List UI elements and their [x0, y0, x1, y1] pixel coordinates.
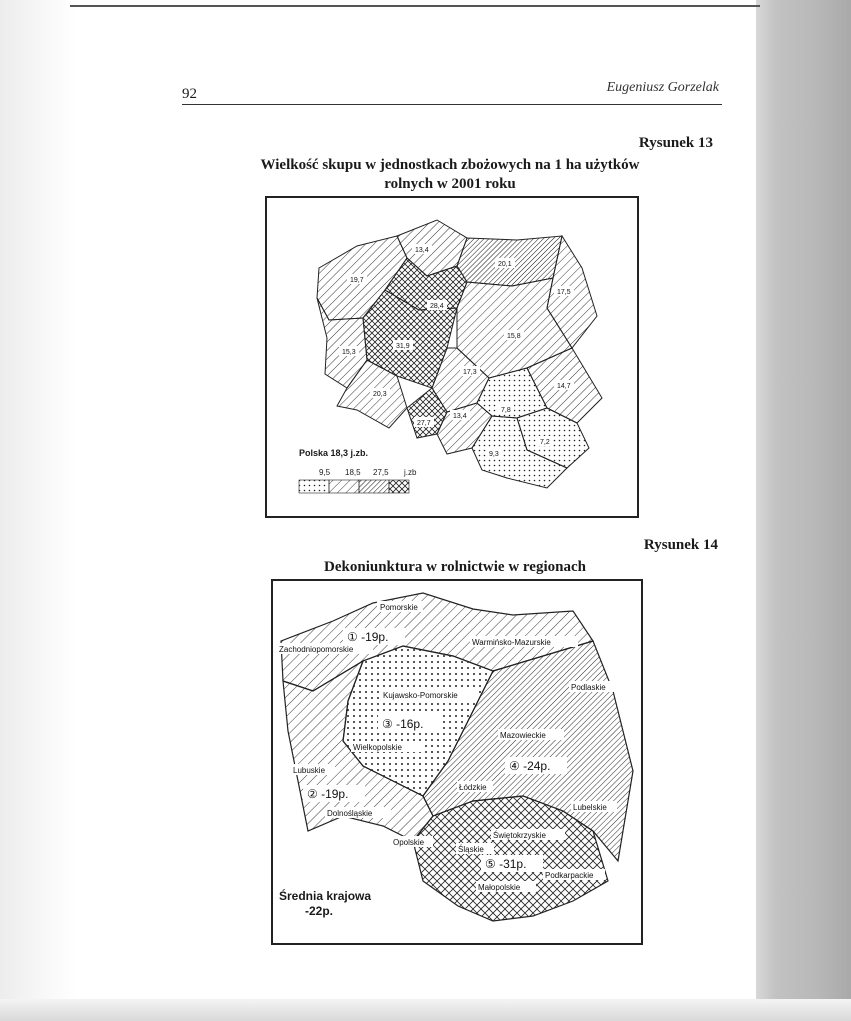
scan-top-rule — [70, 5, 760, 7]
legend-tick: j.zb — [404, 468, 417, 477]
region-label: Małopolskie — [478, 883, 521, 892]
value-label: 17,5 — [557, 289, 571, 296]
figure-14-title: Dekoniunktura w rolnictwie w regionach — [324, 559, 586, 575]
region-label: Kujawsko-Pomorskie — [383, 691, 458, 700]
legend-swatch-3 — [359, 480, 389, 493]
figure-13-map — [265, 196, 639, 518]
figure-13-label: Rysunek 13 — [638, 135, 713, 151]
legend-swatch-4 — [389, 480, 409, 493]
value-label: 20,1 — [498, 261, 512, 268]
value-label: 9,3 — [489, 451, 499, 458]
value-label: 28,4 — [430, 303, 444, 310]
national-average-label: Średnia krajowa — [279, 889, 372, 903]
running-head-author: Eugeniusz Gorzelak — [606, 80, 719, 95]
value-label: 19,7 — [350, 277, 364, 284]
region-label: Lubuskie — [293, 766, 326, 775]
value-label: 7,2 — [540, 439, 550, 446]
value-label: 31,9 — [396, 343, 410, 350]
value-label: 14,7 — [557, 383, 571, 390]
figure-13-title — [230, 156, 670, 194]
legend-swatch-1 — [299, 480, 329, 493]
region-label: Śląskie — [458, 845, 484, 854]
group-label: ① -19p. — [347, 630, 389, 644]
region-label: Warmińsko-Mazurskie — [472, 638, 551, 647]
group-label: ⑤ -31p. — [485, 857, 527, 871]
scan-right-edge — [756, 0, 851, 1021]
region-label: Podlaskie — [571, 683, 606, 692]
region-label: Lubelskie — [573, 803, 607, 812]
region-label: Podkarpackie — [545, 871, 594, 880]
figure-13-title-line-2: rolnych w 2001 roku — [384, 176, 516, 192]
legend-swatch-2 — [329, 480, 359, 493]
region-label: Zachodniopomorskie — [279, 645, 354, 654]
region-label: Opolskie — [393, 838, 425, 847]
region-label: Pomorskie — [380, 603, 418, 612]
scan-bottom-edge — [0, 999, 851, 1021]
value-label: 13,4 — [415, 247, 429, 254]
value-label: 27,7 — [417, 420, 431, 427]
value-label: 13,4 — [453, 413, 467, 420]
header-rule — [182, 104, 722, 105]
value-label: 7,8 — [501, 407, 511, 414]
figure-14-label: Rysunek 14 — [643, 537, 718, 553]
region-label: Świętokrzyskie — [493, 831, 546, 840]
national-average-value: -22p. — [305, 904, 334, 918]
page-number: 92 — [182, 86, 197, 102]
figure-13-title-line-1: Wielkość skupu w jednostkach zbożowych na 1 ha użytków — [260, 157, 640, 173]
region-label: Mazowieckie — [500, 731, 546, 740]
national-average — [279, 889, 371, 919]
figure-14-map — [271, 579, 643, 945]
legend-tick: 9,5 — [319, 468, 331, 477]
value-label: 17,3 — [463, 369, 477, 376]
scan-left-edge — [0, 0, 78, 1021]
value-label: 15,8 — [507, 333, 521, 340]
legend-tick: 18,5 — [345, 468, 361, 477]
region-label: Wielkopolskie — [353, 743, 402, 752]
region-label: Dolnośląskie — [327, 809, 373, 818]
group-label: ③ -16p. — [382, 717, 424, 731]
value-label: 15,3 — [342, 349, 356, 356]
group-label: ② -19p. — [307, 787, 349, 801]
legend-title: Polska 18,3 j.zb. — [299, 448, 369, 458]
value-label: 20,3 — [373, 391, 387, 398]
legend-tick: 27,5 — [373, 468, 389, 477]
region-label: Łódzkie — [459, 783, 487, 792]
group-label: ④ -24p. — [509, 759, 551, 773]
